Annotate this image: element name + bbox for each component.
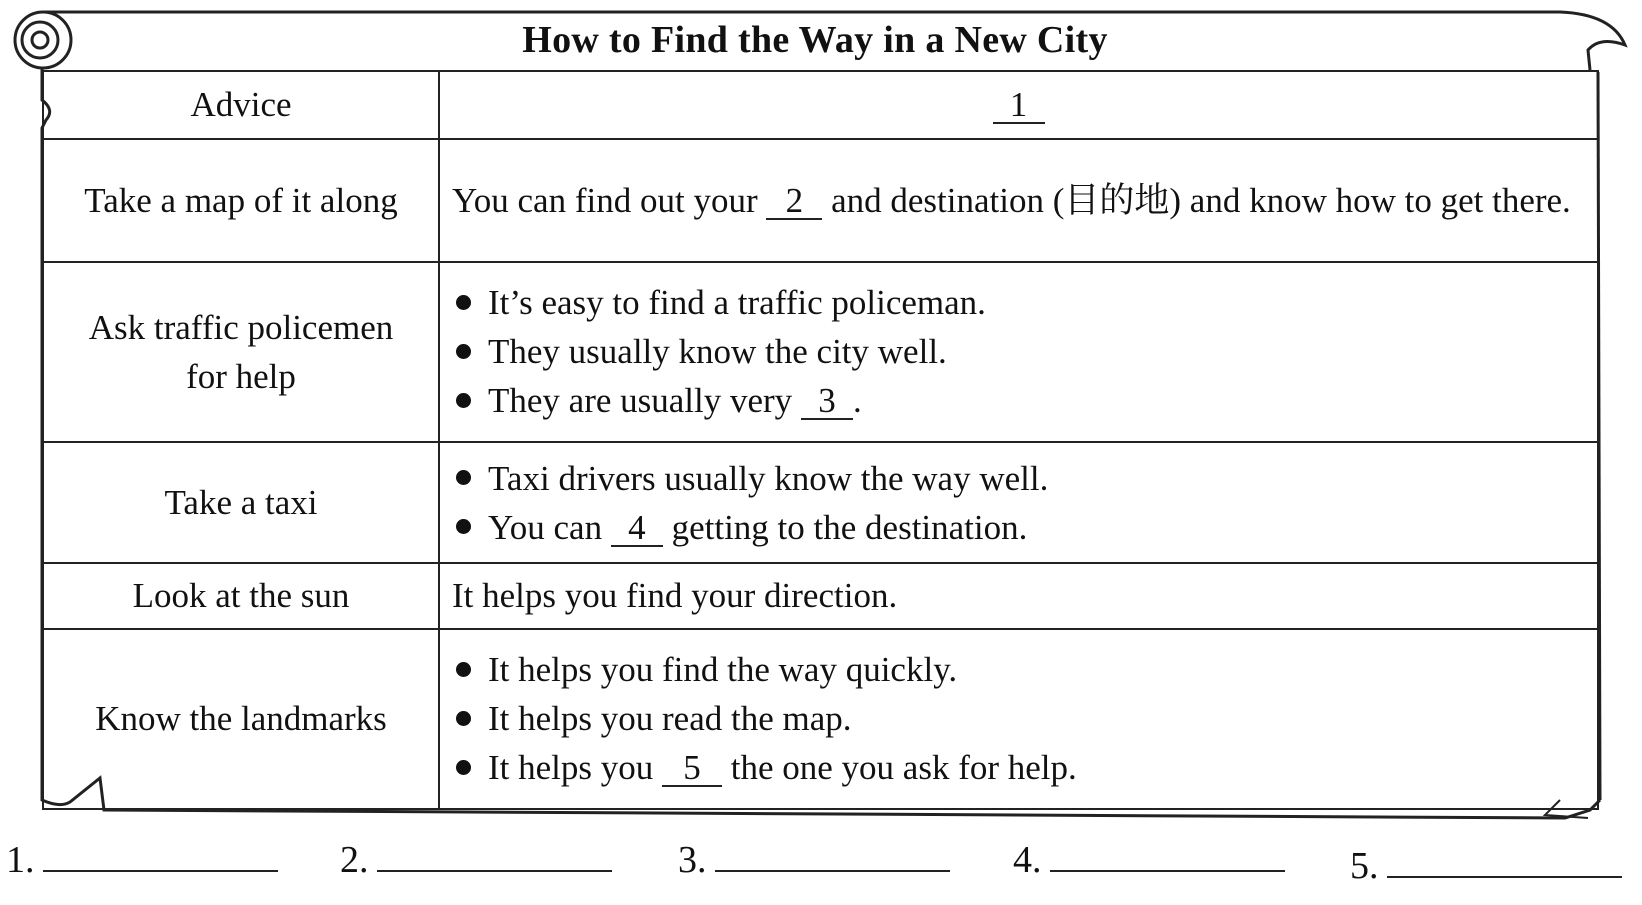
page-title: How to Find the Way in a New City [522, 19, 1108, 61]
bullet-item: They are usually very 3 . [452, 376, 1585, 425]
answer-item: 4. [1013, 838, 1285, 882]
advice-header: Advice [43, 71, 439, 139]
blank-4: 4 [611, 510, 663, 547]
answer-item: 1. [6, 838, 278, 882]
table-row [43, 442, 1598, 563]
advice-detail [439, 262, 1598, 442]
bullet-item: It’s easy to find a traffic policeman. [452, 278, 1585, 327]
blank-1: 1 [993, 87, 1045, 124]
blank-3: 3 [801, 383, 853, 420]
bullet-item: It helps you read the map. [452, 694, 1585, 743]
table-row [43, 563, 1598, 629]
advice-detail [439, 442, 1598, 563]
advice-detail: You can find out your 2 and destination (目的地) and know how to get there. [439, 139, 1598, 262]
answer-blank[interactable] [377, 840, 612, 872]
blank-2: 2 [766, 183, 822, 220]
advice-label: Take a map of it along [43, 139, 439, 262]
advice-detail: It helps you find your direction. [439, 563, 1598, 629]
answer-blank[interactable] [1050, 840, 1285, 872]
advice-label: Take a taxi [43, 442, 439, 563]
table-row [43, 629, 1598, 809]
answer-blank[interactable] [43, 840, 278, 872]
advice-table [42, 70, 1599, 810]
advice-detail [439, 629, 1598, 809]
answer-lines [0, 838, 1642, 898]
answer-item: 3. [678, 838, 950, 882]
table-header-row [43, 71, 1598, 139]
table-row [43, 262, 1598, 442]
bullet-item: They usually know the city well. [452, 327, 1585, 376]
advice-label: Look at the sun [43, 563, 439, 629]
bullet-item: It helps you 5 the one you ask for help. [452, 743, 1585, 792]
blank-1-cell [439, 71, 1598, 139]
bullet-item: It helps you find the way quickly. [452, 645, 1585, 694]
table-row [43, 139, 1598, 262]
bullet-item: Taxi drivers usually know the way well. [452, 454, 1585, 503]
answer-item: 2. [340, 838, 612, 882]
answer-item: 5. [1350, 844, 1622, 888]
advice-label: Know the landmarks [43, 629, 439, 809]
answer-blank[interactable] [715, 840, 950, 872]
answer-blank[interactable] [1387, 846, 1622, 878]
advice-label: Ask traffic policemen for help [43, 262, 439, 442]
blank-5: 5 [662, 750, 722, 787]
bullet-item: You can 4 getting to the destination. [452, 503, 1585, 552]
